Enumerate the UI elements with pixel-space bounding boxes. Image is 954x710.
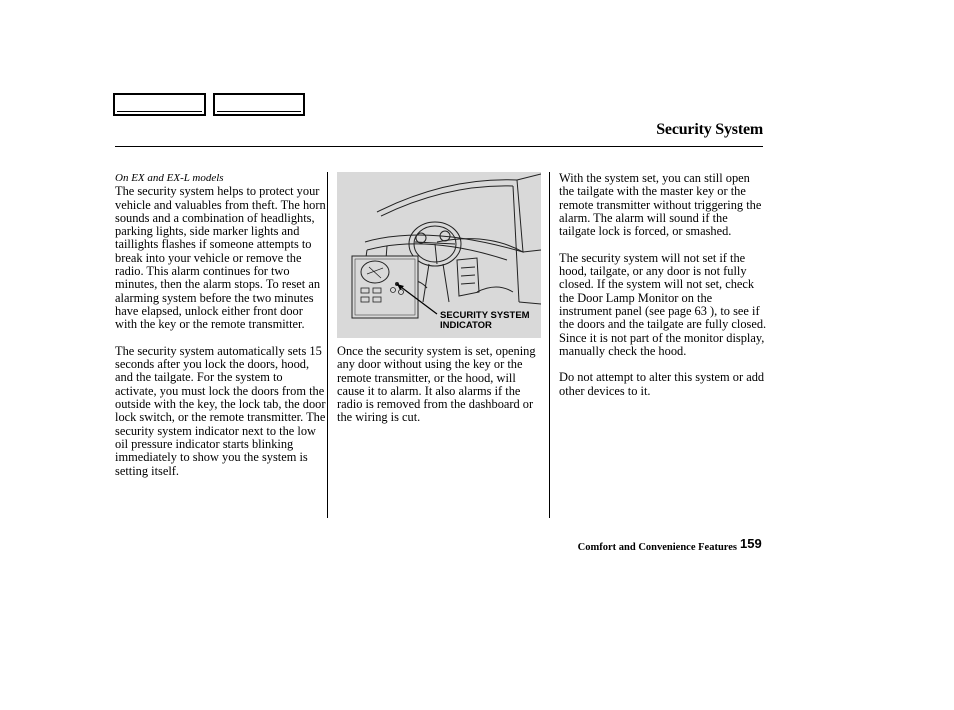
nav-button-main-menu[interactable] [113,93,206,116]
title-rule [115,146,763,147]
page-title: Security System [656,121,763,138]
model-note: On EX and EX-L models [115,172,224,184]
page-number: 159 [740,536,762,551]
paragraph: Once the security system is set, opening any door without using the key or the remote transmitter, or the hood, will cause it to alarm. It also alarms if the radio is removed from the dashboard or the wiring is cut. [337,344,536,425]
paragraph: The security system helps to protect your vehicle and valuables from theft. The horn sounds and a combination of headlights, parking lights, side marker lights and taillights flashes if someone attempts to break into your vehicle or remove the radio. This alarm continues for two minutes, then the alarm stops. To reset an alarming system before the two minutes have elapsed, unlock either front door with the key or the remote transmitter. [115,184,326,332]
figure-caption: SECURITY SYSTEM INDICATOR [440,310,530,331]
footer-section-name: Comfort and Convenience Features [577,542,737,553]
text-column-1 [115,172,327,491]
paragraph: The security system will not set if the hood, tailgate, or any door is not fully closed. If the system will not set, check the Door Lamp Monitor on the instrument panel (see page 63 ), to see if the doors and the tailgate are fully closed. Since it is not part of the monitor display, manually check the hood. [559,250,767,358]
nav-button-table-of-contents[interactable] [213,93,305,116]
column-divider-2 [549,172,550,518]
text-column-3 [559,172,767,411]
paragraph: Do not attempt to alter this system or add other devices to it. [559,370,765,398]
column-divider-1 [327,172,328,518]
paragraph: The security system automatically sets 15 seconds after you lock the doors, hood, and the tailgate. For the system to activate, you must lock the doors from the outside with the key, the lock tab, the door lock switch, or the remote transmitter. The security system indicator next to the low oil pressure indicator starts blinking immediately to show you the system is setting itself. [115,343,326,478]
paragraph: With the system set, you can still open the tailgate with the master key or the remote transmitter without triggering the alarm. The alarm will sound if the tailgate lock is forced, or smashed. [559,171,762,239]
security-indicator-illustration [337,172,541,338]
text-column-2 [337,345,545,438]
